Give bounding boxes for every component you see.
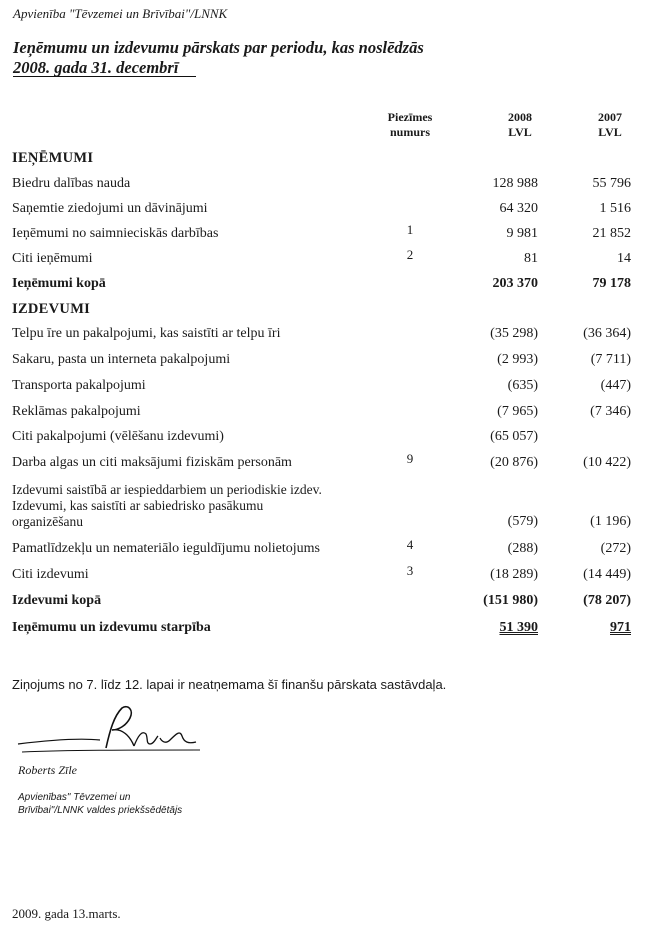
table-row [0,451,645,473]
table-row [0,222,645,244]
expenses-heading: IZDEVUMI [12,301,91,317]
year-2007-unit: LVL [598,125,622,139]
row-note: 3 [406,563,414,578]
handwritten-signature-icon [10,700,210,760]
income-total-row [0,276,645,294]
footer-note: Ziņojums no 7. līdz 12. lapai ir neatņemama šī finanšu pārskata sastāvdaļa. [12,677,447,692]
row-value-2007: (36 364) [583,326,631,341]
row-value-2007: (1 196) [590,514,631,529]
signer-name: Roberts Zīle [18,763,77,777]
row-note: 2 [406,247,414,262]
table-row [0,537,645,559]
report-title-line2: 2008. gada 31. decembrī [13,58,179,77]
row-value-2008: (7 965) [497,404,538,419]
table-row [0,429,645,447]
table-row [0,326,645,344]
row-label: Sakaru, pasta un interneta pakalpojumi [12,352,231,367]
table-row [0,563,645,585]
notes-header-line1: Piezīmes [387,110,433,124]
row-value-2008: (2 993) [497,352,538,367]
multiline-row-line1: Izdevumi saistībā ar iespieddarbiem un periodiskie izdev. [12,482,322,497]
row-value-2008: (35 298) [490,326,538,341]
income-total-2007: 79 178 [592,276,631,291]
expenses-heading-row [0,301,645,319]
row-note: 1 [406,222,414,237]
row-value-2008: (18 289) [490,567,538,582]
table-row [0,352,645,370]
notes-header-line2: numurs [389,125,430,139]
row-value-2008: (65 057) [490,429,538,444]
row-label: Citi pakalpojumi (vēlēšanu izdevumi) [12,429,224,444]
row-label: Reklāmas pakalpojumi [12,404,141,419]
table-row [0,404,645,422]
row-value-2008: 64 320 [499,201,538,216]
organization-header: Apvienība "Tēvzemei un Brīvībai"/LNNK [13,6,228,21]
row-value-2007: 14 [617,251,631,266]
row-value-2007: 55 796 [592,176,631,191]
expenses-total-row [0,593,645,611]
table-row [0,514,645,532]
row-value-2007: (7 346) [590,404,631,419]
multiline-row-line3: organizēšanu [12,514,83,529]
row-value-2008: (288) [507,541,538,556]
expenses-total-2008: (151 980) [483,593,538,608]
row-value-2007: 21 852 [592,226,631,241]
row-label: Citi izdevumi [12,567,89,582]
row-value-2007: (14 449) [583,567,631,582]
row-value-2008: (579) [507,514,538,529]
expenses-total-2007: (78 207) [583,593,631,608]
income-total-2008: 203 370 [492,276,538,291]
income-heading-row [0,150,645,168]
signer-role-line2: Brīvībai"/LNNK valdes priekšsēdētājs [18,805,183,816]
year-2007-column-header [590,110,630,140]
year-2007-label: 2007 [598,110,622,124]
expenses-total-label: Izdevumi kopā [12,593,102,608]
table-row [0,176,645,194]
row-label: Citi ieņēmumi [12,251,93,266]
row-value-2007: (447) [600,378,631,393]
report-title-line1: Ieņēmumu un izdevumu pārskats par periodu, kas noslēdzās [13,38,424,57]
row-label: Ieņēmumi no saimnieciskās darbības [12,226,219,241]
document-date: 2009. gada 13.marts. [12,906,121,921]
row-label: Pamatlīdzekļu un nemateriālo ieguldījumu nolietojums [12,541,320,556]
year-2008-column-header [500,110,540,140]
income-total-label: Ieņēmumi kopā [12,276,106,291]
year-2008-label: 2008 [508,110,532,124]
title-underline [13,76,196,77]
multiline-row-line2: Izdevumi, kas saistīti ar sabiedrisko pasākumu [12,498,264,513]
year-2008-unit: LVL [508,125,532,139]
table-row [0,378,645,396]
signer-role-line1: Apvienības" Tēvzemei un [18,792,131,803]
notes-column-header [380,110,440,140]
row-value-2008: 128 988 [492,176,538,191]
row-note: 4 [406,537,414,552]
row-value-2008: (20 876) [490,455,538,470]
result-label: Ieņēmumu un izdevumu starpība [12,620,211,635]
table-row [0,247,645,269]
row-value-2007: 1 516 [599,201,631,216]
row-label: Biedru dalības nauda [12,176,131,191]
row-label: Telpu īre un pakalpojumi, kas saistīti ar telpu īri [12,326,281,341]
row-value-2008: 9 981 [506,226,538,241]
row-value-2007: (10 422) [583,455,631,470]
row-value-2008: 81 [524,251,538,266]
result-2008: 51 390 [499,620,538,635]
row-value-2008: (635) [507,378,538,393]
row-label: Darba algas un citi maksājumi fiziskām personām [12,455,292,470]
result-2007: 971 [610,620,631,635]
row-value-2007: (7 711) [590,352,631,367]
signer-role [18,791,182,817]
table-row [0,201,645,219]
income-heading: IEŅĒMUMI [12,150,94,166]
row-label: Saņemtie ziedojumi un dāvinājumi [12,201,208,216]
result-row [0,620,645,638]
row-note: 9 [406,451,414,466]
row-value-2007: (272) [600,541,631,556]
row-label: Transporta pakalpojumi [12,378,146,393]
